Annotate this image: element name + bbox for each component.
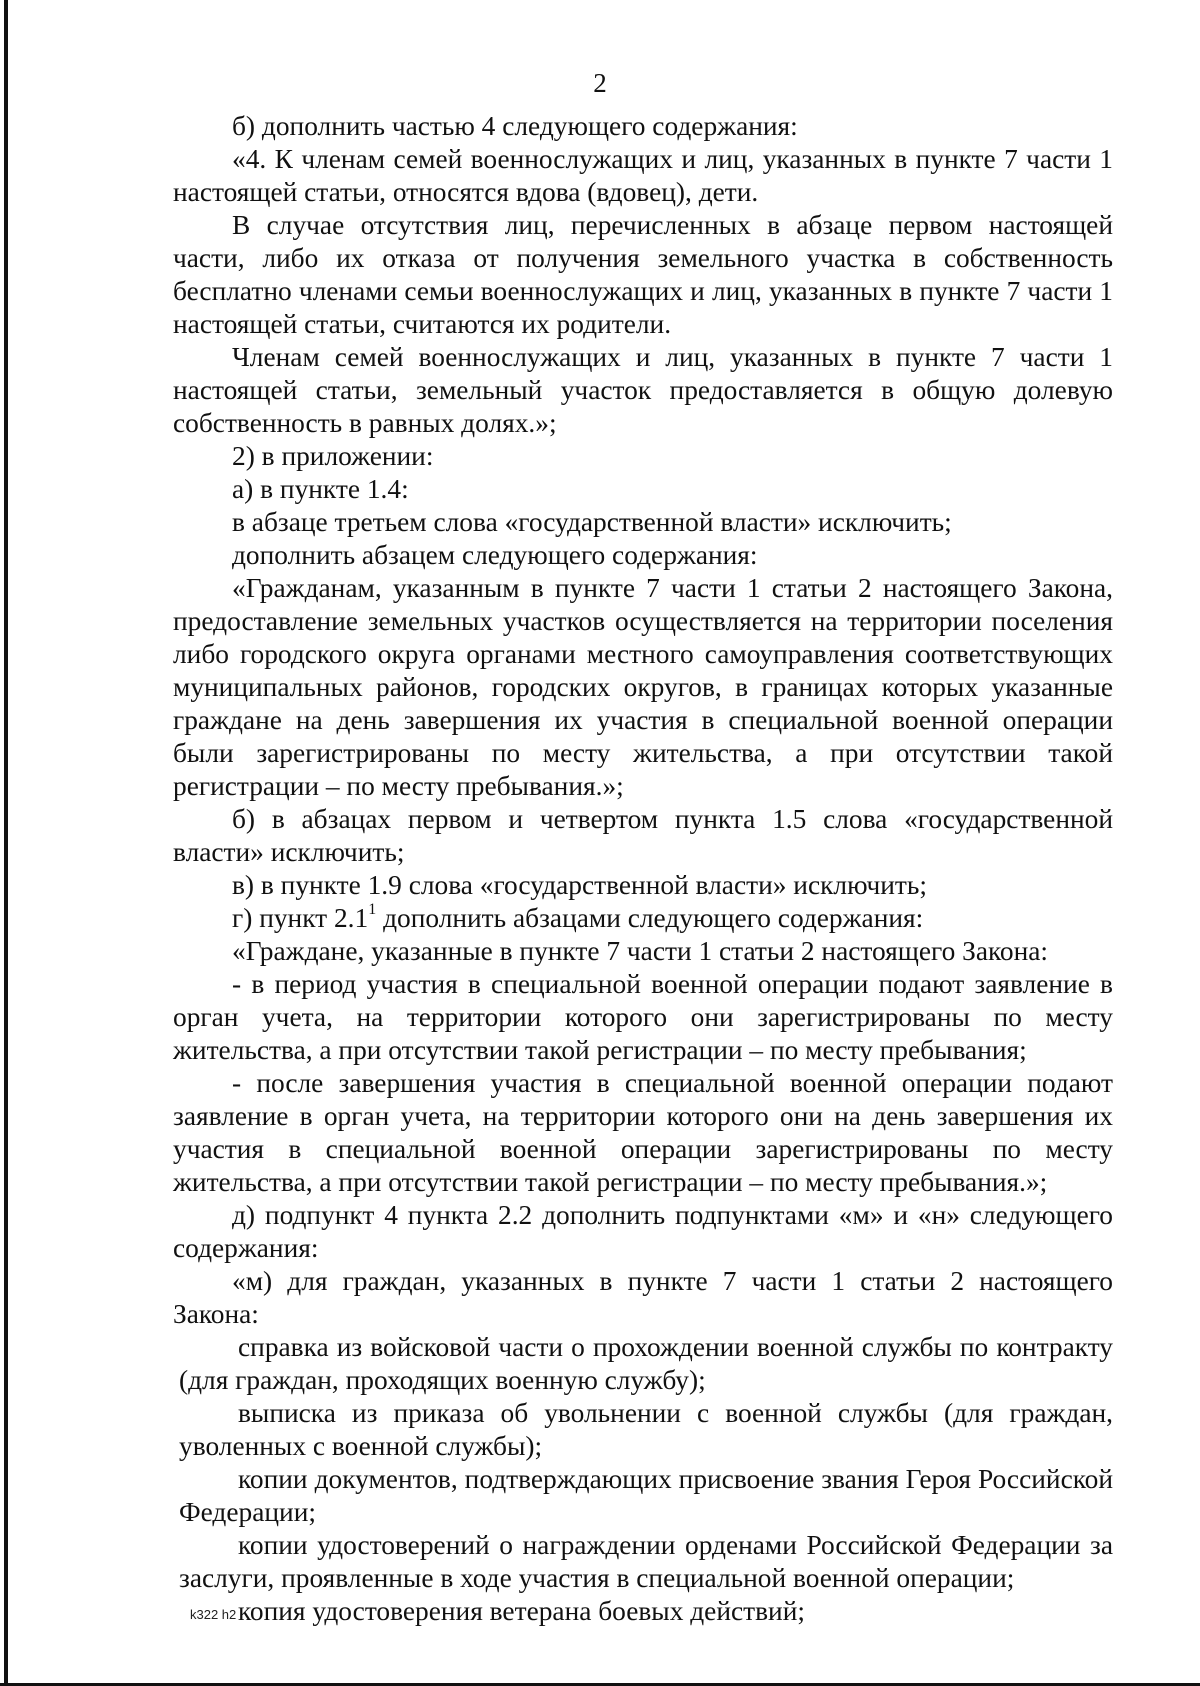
paragraph: «м) для граждан, указанных в пункте 7 части 1 статьи 2 настоящего Закона: — [173, 1266, 1113, 1329]
page-number: 2 — [593, 68, 607, 98]
paragraph: «4. К членам семей военнослужащих и лиц, указанных в пункте 7 части 1 настоящей статьи, относятся вдова (вдовец), дети. — [173, 144, 1113, 207]
paragraph: в абзаце третьем слова «государственной власти» исключить; — [232, 507, 952, 537]
paragraph: дополнить абзацем следующего содержания: — [232, 540, 758, 570]
punkt-g-text: дополнить абзацами следующего содержания: — [383, 903, 924, 933]
paragraph: справка из войсковой части о прохождении военной службы по контракту (для граждан, проходящих военную службу); — [179, 1332, 1113, 1395]
paragraph: б) в абзацах первом и четвертом пункта 1.5 слова «государственной власти» исключить; — [173, 804, 1113, 867]
paragraph: а) в пункте 1.4: — [232, 474, 409, 504]
paragraph: 2) в приложении: — [232, 441, 434, 471]
punkt-g-prefix: г) пункт 2.1 — [232, 903, 369, 933]
paragraph: б) дополнить частью 4 следующего содержания: — [232, 111, 798, 141]
paragraph: копии удостоверений о награждении орденами Российской Федерации за заслуги, проявленные в ходе участия в специальной военной операции; — [179, 1530, 1113, 1593]
paragraph: «Гражданам, указанным в пункте 7 части 1 статьи 2 настоящего Закона, предоставление земельных участков осуществляется на территории поселения либо городского округа органами местного самоуправления соответствующих муниципальных районов, городских округов, в границах которых указанные граждане на день завершения их участия в специальной военной операции были зарегистрированы по месту жительства, а при отсутствии такой регистрации – по месту пребывания.»; — [173, 573, 1113, 801]
paragraph: копии документов, подтверждающих присвоение звания Героя Российской Федерации; — [179, 1464, 1113, 1527]
paragraph: д) подпункт 4 пункта 2.2 дополнить подпунктами «м» и «н» следующего содержания: — [173, 1200, 1113, 1263]
paragraph: Членам семей военнослужащих и лиц, указанных в пункте 7 части 1 настоящей статьи, земельный участок предоставляется в общую долевую собственность в равных долях.»; — [173, 342, 1113, 438]
paragraph-punkt-g — [173, 902, 1113, 935]
paragraph: В случае отсутствия лиц, перечисленных в абзаце первом настоящей части, либо их отказа от получения земельного участка в собственность бесплатно членами семьи военнослужащих и лиц, указанных в пункте 7 части 1 настоящей статьи, считаются их родители. — [173, 210, 1113, 339]
paragraph: «Граждане, указанные в пункте 7 части 1 статьи 2 настоящего Закона: — [232, 936, 1049, 966]
paragraph: - в период участия в специальной военной операции подают заявление в орган учета, на территории которого они зарегистрированы по месту жительства, а при отсутствии такой регистрации – по месту пребывания; — [173, 969, 1113, 1065]
punkt-g-superscript: 1 — [368, 900, 377, 918]
paragraph: в) в пункте 1.9 слова «государственной власти» исключить; — [232, 870, 927, 900]
paragraph: - после завершения участия в специальной военной операции подают заявление в орган учета, на территории которого они на день завершения их участия в специальной военной операции зарегистрированы по месту жительства, а при отсутствии такой регистрации – по месту пребывания.»; — [173, 1068, 1113, 1197]
paragraph: выписка из приказа об увольнении с военной службы (для граждан, уволенных с военной службы); — [179, 1398, 1113, 1461]
document-body — [173, 110, 1113, 1628]
footer-document-code: k322 h2 — [190, 1607, 237, 1622]
paragraph: копия удостоверения ветерана боевых действий; — [238, 1596, 805, 1626]
